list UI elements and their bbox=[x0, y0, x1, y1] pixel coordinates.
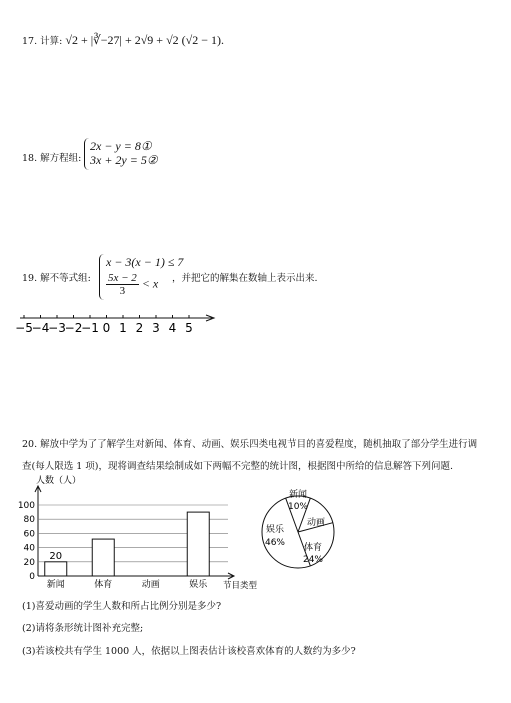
bar bbox=[187, 512, 209, 576]
q20-line2: 查(每人限选 1 项)，现将调查结果绘制成如下两幅不完整的统计图，根据图中所给的信息解答下列问题. bbox=[22, 461, 454, 472]
q19-ineq2-numerator: 5x − 2 bbox=[108, 272, 137, 284]
bar-chart-ylabel: 人数（人） bbox=[36, 476, 82, 486]
bar bbox=[45, 562, 67, 576]
q18-equations bbox=[90, 139, 158, 167]
pie-slice-label: 娱乐 bbox=[265, 525, 285, 535]
number-line-label: 0 bbox=[102, 321, 111, 335]
bar-chart-ytick-label: 80 bbox=[23, 515, 35, 526]
q19-ineq2-rhs: < x bbox=[141, 276, 159, 291]
bar-chart-ytick-label: 40 bbox=[23, 543, 35, 554]
q17-number: 17. bbox=[22, 36, 38, 47]
number-line-label: −5 bbox=[15, 321, 33, 335]
bar-chart-ytick-label: 20 bbox=[23, 557, 35, 568]
pie-slice-percent: 24% bbox=[302, 555, 324, 565]
pie-slice-label: 新闻 bbox=[288, 490, 308, 500]
number-line bbox=[15, 314, 218, 336]
number-line-label: 2 bbox=[135, 321, 144, 335]
bar-chart-category-label: 动画 bbox=[141, 580, 160, 590]
q19-number: 19. bbox=[22, 273, 38, 284]
q18-number: 18. bbox=[22, 153, 38, 164]
number-line-label: 4 bbox=[168, 321, 177, 335]
q20-sub3: (3)若该校共有学生 1000 人，依据以上图表估计该校喜欢体育的人数约为多少? bbox=[22, 646, 356, 657]
q18-brace bbox=[84, 138, 89, 170]
bar-chart-xlabel: 节目类型 bbox=[222, 581, 258, 591]
pie-chart bbox=[258, 488, 338, 578]
q18-prompt: 解方程组: bbox=[40, 153, 82, 164]
q19-suffix: ，并把它的解集在数轴上表示出来. bbox=[172, 273, 318, 284]
question-18 bbox=[22, 150, 81, 164]
q19-prompt: 解不等式组: bbox=[40, 273, 91, 284]
q20-number: 20. bbox=[22, 439, 38, 450]
q19-ineq2-denominator: 3 bbox=[119, 285, 126, 297]
q20-sub1: (1)喜爱动画的学生人数和所占比例分别是多少? bbox=[22, 601, 222, 612]
bar bbox=[92, 539, 114, 576]
bar-chart-ytick-label: 100 bbox=[17, 501, 35, 511]
question-20 bbox=[22, 436, 502, 450]
bar-chart bbox=[14, 473, 264, 591]
number-line-label: −1 bbox=[81, 321, 99, 335]
number-line-label: −2 bbox=[64, 321, 83, 335]
q18-eq2: 3x + 2y = 5② bbox=[90, 153, 158, 167]
q17-prompt: 计算: bbox=[40, 36, 63, 47]
number-line-label: 3 bbox=[152, 321, 160, 335]
q18-eq1: 2x − y = 8① bbox=[90, 139, 152, 153]
q20-line1: 解放中学为了了解学生对新闻、体育、动画、娱乐四类电视节目的喜爱程度，随机抽取了部分学生进行调 bbox=[40, 439, 478, 450]
pie-slice-percent: 46% bbox=[264, 538, 286, 548]
bar-chart-ytick-label: 60 bbox=[23, 529, 35, 540]
bar-chart-category-label: 体育 bbox=[94, 580, 113, 590]
number-line-label: −3 bbox=[48, 321, 66, 335]
number-line-label: 1 bbox=[119, 321, 127, 335]
q19-ineq1: x − 3(x − 1) ≤ 7 bbox=[106, 255, 184, 269]
bar-chart-category-label: 新闻 bbox=[46, 580, 65, 590]
bar-chart-ytick-label: 0 bbox=[29, 572, 35, 582]
number-line-label: 5 bbox=[185, 321, 193, 335]
pie-slice-label: 动画 bbox=[306, 518, 326, 528]
pie-slice-percent: 10% bbox=[287, 502, 309, 512]
q19-brace bbox=[99, 254, 104, 300]
number-line-label: −4 bbox=[31, 321, 50, 335]
question-17 bbox=[22, 33, 224, 48]
bar-data-label: 20 bbox=[49, 550, 63, 562]
q20-sub2: (2)请将条形统计图补充完整; bbox=[22, 623, 144, 634]
question-19 bbox=[22, 270, 91, 284]
bar-chart-category-label: 娱乐 bbox=[189, 580, 208, 590]
pie-slice-label: 体育 bbox=[303, 543, 323, 553]
q17-expression: √2 + |∛−27| + 2√9 + √2 (√2 − 1). bbox=[65, 33, 224, 47]
